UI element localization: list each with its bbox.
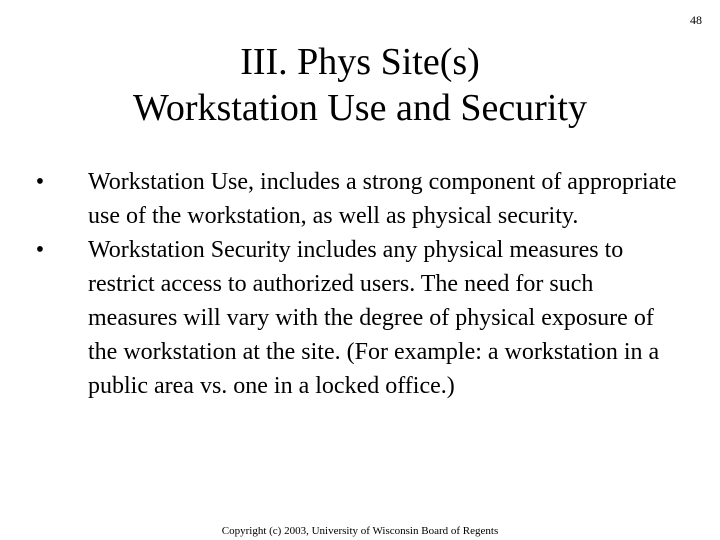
bullet-list — [35, 165, 688, 403]
bullet-text: Workstation Use, includes a strong component of appropriate use of the workstation, as well as physical security. — [88, 169, 677, 229]
slide-title-line-1: III. Phys Site(s) — [240, 41, 480, 83]
bullet-marker-icon: • — [35, 237, 45, 263]
bullet-text: Workstation Security includes any physical measures to restrict access to authorized users. The need for such measures will vary with the degree of physical exposure of the workstation at the site. (For example: a workstation in a public area vs. one in a locked office.) — [88, 237, 660, 399]
copyright-footer: Copyright (c) 2003, University of Wisconsin Board of Regents — [221, 525, 499, 537]
bullet-marker-icon: • — [35, 169, 45, 195]
bullet-item — [35, 233, 688, 403]
slide-title — [0, 39, 720, 131]
page-number: 48 — [690, 13, 702, 27]
slide-title-line-2: Workstation Use and Security — [133, 87, 587, 129]
bullet-item — [35, 165, 688, 233]
